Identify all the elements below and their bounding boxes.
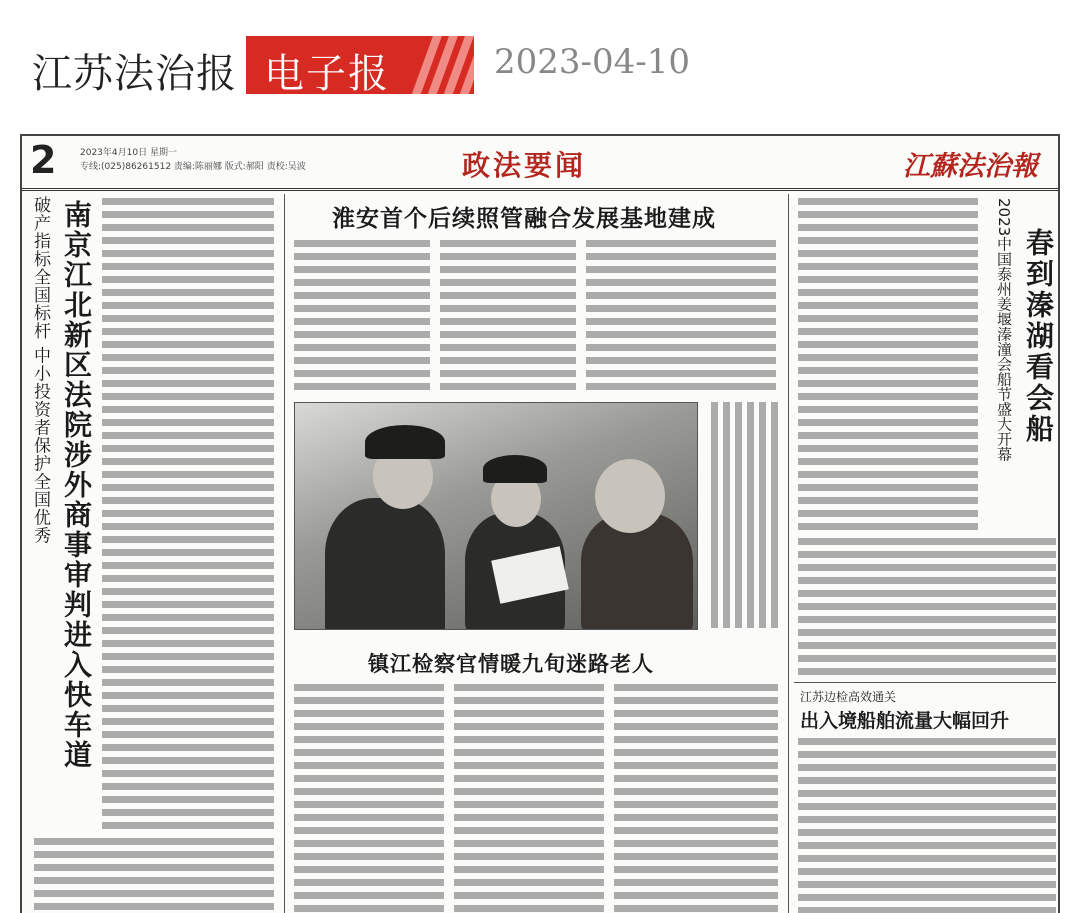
text-lines	[34, 838, 274, 913]
center-bottom-body-col2[interactable]	[454, 684, 604, 913]
center-top-body-col2[interactable]	[440, 240, 576, 392]
newspaper-page[interactable]	[20, 134, 1060, 913]
right-article-subtitle[interactable]: 2023中国泰州姜堰溱潼会船节盛大开幕	[995, 198, 1013, 462]
column-rule	[788, 194, 789, 913]
column-rule	[284, 194, 285, 913]
text-lines	[440, 240, 576, 392]
left-article-body[interactable]	[102, 198, 274, 833]
left-article-subtitle[interactable]: 破产指标全国标杆 中小投资者保护全国优秀	[30, 196, 50, 545]
text-lines	[614, 684, 778, 913]
photo-figure	[483, 455, 547, 483]
photo-figure	[595, 459, 665, 533]
photo-figure	[325, 498, 445, 630]
text-lines	[798, 198, 978, 534]
center-top-body-col3[interactable]	[586, 240, 776, 392]
text-lines	[294, 684, 444, 913]
epaper-badge[interactable]	[246, 36, 474, 94]
text-lines	[798, 538, 1056, 678]
app-header	[0, 0, 1080, 128]
section-rule	[794, 682, 1056, 683]
text-lines	[102, 198, 274, 833]
news-photo[interactable]	[294, 402, 698, 630]
left-article-body-bottom[interactable]	[34, 838, 274, 913]
right-top-body[interactable]	[798, 198, 978, 534]
text-lines	[798, 738, 1056, 913]
issue-date: 2023-04-10	[494, 42, 691, 82]
right-article-headline[interactable]: 春到溱湖看会船	[1022, 228, 1055, 445]
right-top-body-wide[interactable]	[798, 538, 1056, 678]
text-lines	[294, 240, 430, 392]
right-bottom-body[interactable]	[798, 738, 1056, 913]
page-meta-editors: 专线:(025)86261512 责编:陈丽娜 版式:郝阳 责校:吴波	[80, 162, 306, 172]
center-top-body-col1[interactable]	[294, 240, 430, 392]
photo-figure	[365, 425, 445, 459]
page-masthead	[22, 136, 1058, 191]
masthead-logo: 江蘇法治報	[903, 151, 1038, 182]
center-bottom-headline[interactable]: 镇江检察官情暖九旬迷路老人	[368, 652, 654, 676]
text-lines	[586, 240, 776, 392]
center-top-headline[interactable]: 淮安首个后续照管融合发展基地建成	[332, 206, 716, 232]
page-meta-date: 2023年4月10日 星期一	[80, 148, 177, 158]
page-number: 2	[30, 138, 57, 182]
right-bottom-headline[interactable]: 出入境船舶流量大幅回升	[800, 710, 1010, 732]
center-bottom-body-col3[interactable]	[614, 684, 778, 913]
photo-caption[interactable]	[706, 402, 778, 628]
center-bottom-body-col1[interactable]	[294, 684, 444, 913]
epaper-badge-label: 电子报	[264, 51, 390, 94]
section-title: 政法要闻	[462, 149, 587, 182]
brand-title[interactable]: 江苏法治报	[32, 51, 237, 97]
page-meta	[80, 146, 400, 174]
right-bottom-kicker: 江苏边检高效通关	[800, 690, 897, 704]
text-lines	[454, 684, 604, 913]
left-article-headline[interactable]: 南京江北新区法院涉外商事审判进入快车道	[60, 200, 93, 770]
